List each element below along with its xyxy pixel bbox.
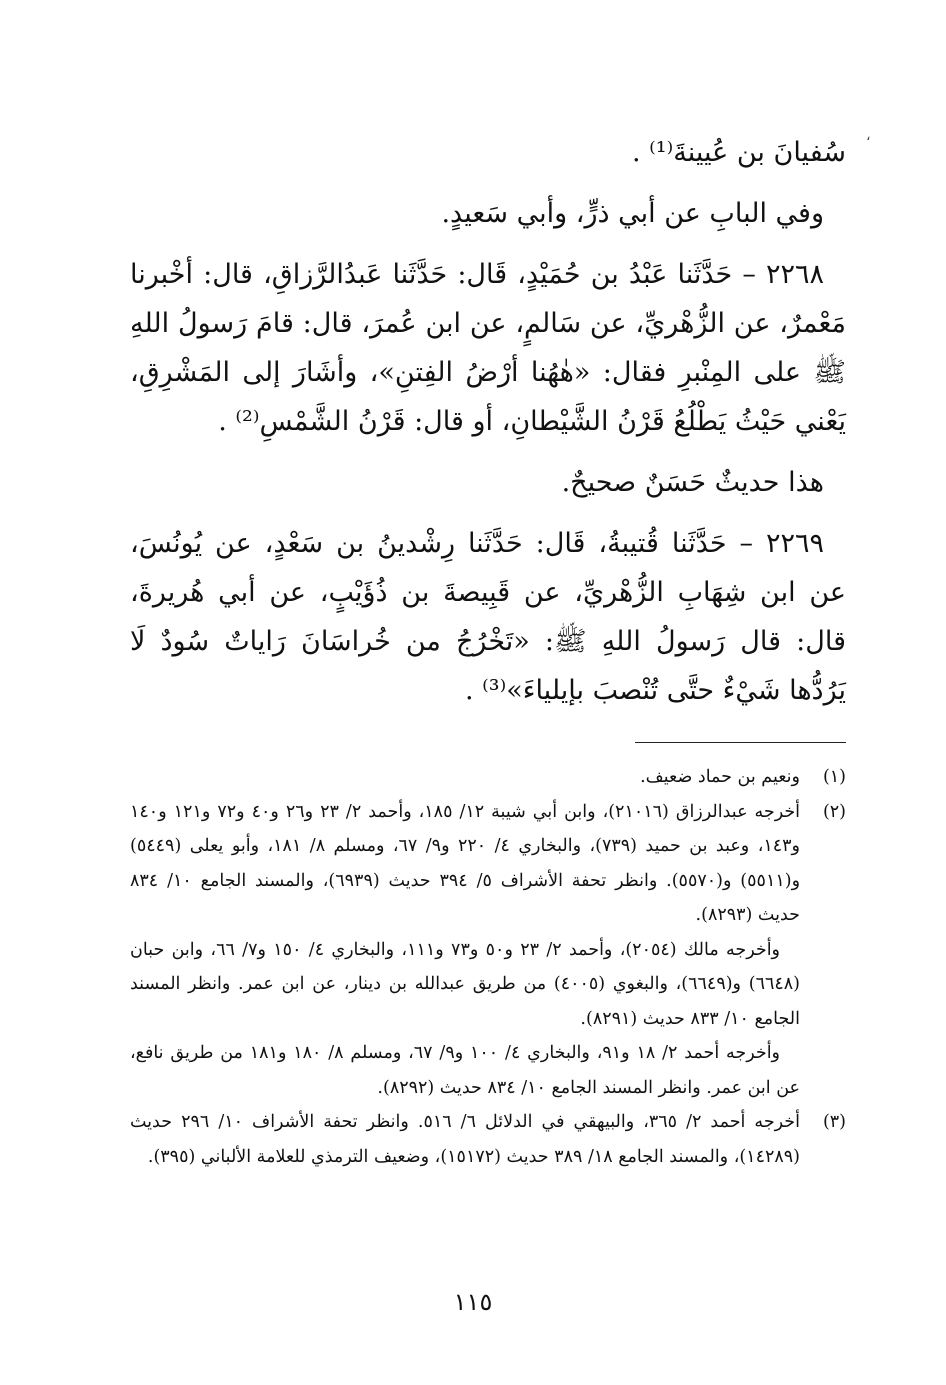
footnote-text: وأخرجه مالك (٢٠٥٤)، وأحمد ٢/ ٢٣ و٥٠ و٧٣ و١١١، والبخاري ٤/ ١٥٠ و٧/ ٦٦، وابن حبان (٦٦٤٨) و(٦٦٤٩)، والبغوي (٤٠٠٥) من طريق عبدالله بن دينار، عن ابن عمر. وانظر المسند الجامع ١٠/ ٨٣٣ حديث (٨٢٩١). xyxy=(130,939,800,1029)
footnote-text: وأخرجه أحمد ٢/ ١٨ و٩١، والبخاري ٤/ ١٠٠ و٩/ ٦٧، ومسلم ٨/ ١٨٠ و١٨١ من طريق نافع، عن ابن عمر. وانظر المسند الجامع ١٠/ ٨٣٤ حديث (٨٢٩٢). xyxy=(130,1043,800,1098)
main-paragraph-2: وفي البابِ عن أبي ذرٍّ، وأبي سَعيدٍ. xyxy=(441,198,824,229)
footnote-number: (٢) xyxy=(822,801,846,822)
hadith-2268: ٢٢٦٨ – حَدَّثَنا عَبْدُ بن حُمَيْدٍ، قَال: حَدَّثَنا عَبدُالرَّزاقِ، قال: أخْبرنا مَعْمرٌ، عن الزُّهْريِّ، عن سَالمٍ، عن ابن عُمرَ، قال: قامَ رَسولُ اللهِ ﷺ على المِنْبرِ فقال: «هٰهُنا أرْضُ الفِتنِ»، وأشَارَ إلى المَشْرِقِ، يَعْني حَيْثُ يَطْلُعُ قَرْنُ الشَّيْطانِ، أو قال: قَرْنُ الشَّمْسِ⁽²⁾ . xyxy=(130,259,846,437)
footnote-text: ونعيم بن حماد ضعيف. xyxy=(640,767,800,787)
footnote-text: أخرجه أحمد ٢/ ٣٦٥، والبيهقي في الدلائل ٦/ ٥١٦. وانظر تحفة الأشراف ١٠/ ٢٩٦ حديث (١٤٢٨٩)، والمسند الجامع ١٨/ ٣٨٩ حديث (١٥١٧٢)، وضعيف الترمذي للعلامة الألباني (٣٩٥). xyxy=(130,1112,800,1167)
footnote-text: أخرجه عبدالرزاق (٢١٠١٦)، وابن أبي شيبة ١٢/ ١٨٥، وأحمد ٢/ ٢٣ و٢٦ و٤٠ و٧٢ و١٢١ و١٤٠ و١٤٣، وعبد بن حميد (٧٣٩)، والبخاري ٤/ ٢٢٠ و٩/ ٦٧، ومسلم ٨/ ١٨١، وأبو يعلى (٥٤٤٩) و(٥٥١١) و(٥٥٧٠). وانظر تحفة الأشراف ٥/ ٣٩٤ حديث (٦٩٣٩)، والمسند الجامع ١٠/ ٨٣٤ حديث (٨٢٩٣). xyxy=(130,801,801,925)
margin-mark: ، xyxy=(866,128,871,144)
footnote-divider xyxy=(635,742,846,743)
main-text xyxy=(130,128,846,715)
footnote-2 xyxy=(130,795,846,1106)
hadith-2269: ٢٢٦٩ – حَدَّثَنا قُتيبةُ، قَال: حَدَّثَنا رِشْدينُ بن سَعْدٍ، عن يُونُسَ، عن ابن شِهَابِ الزُّهْريِّ، عن قَبِيصةَ بن ذُؤَيْبٍ، عن أبي هُريرةَ، قال: قال رَسولُ اللهِ ﷺ: «تَخْرُجُ من خُراسَانَ رَاياتٌ سُودٌ لَا يَرُدُّها شَيْءٌ حتَّى تُنْصبَ بإيلياءَ»⁽³⁾ . xyxy=(130,528,846,706)
footnote-3 xyxy=(130,1105,846,1174)
main-paragraph-1: سُفيانَ بن عُيينةَ⁽¹⁾ . xyxy=(631,137,846,168)
page-number: ١١٥ xyxy=(453,1288,493,1316)
footnote-number: (١) xyxy=(822,767,846,787)
footnote-1 xyxy=(130,760,846,795)
footnote-number: (٣) xyxy=(822,1112,846,1132)
main-paragraph-grade: هذا حديثٌ حَسَنٌ صحيحٌ. xyxy=(561,467,824,498)
footnotes xyxy=(130,760,846,1174)
